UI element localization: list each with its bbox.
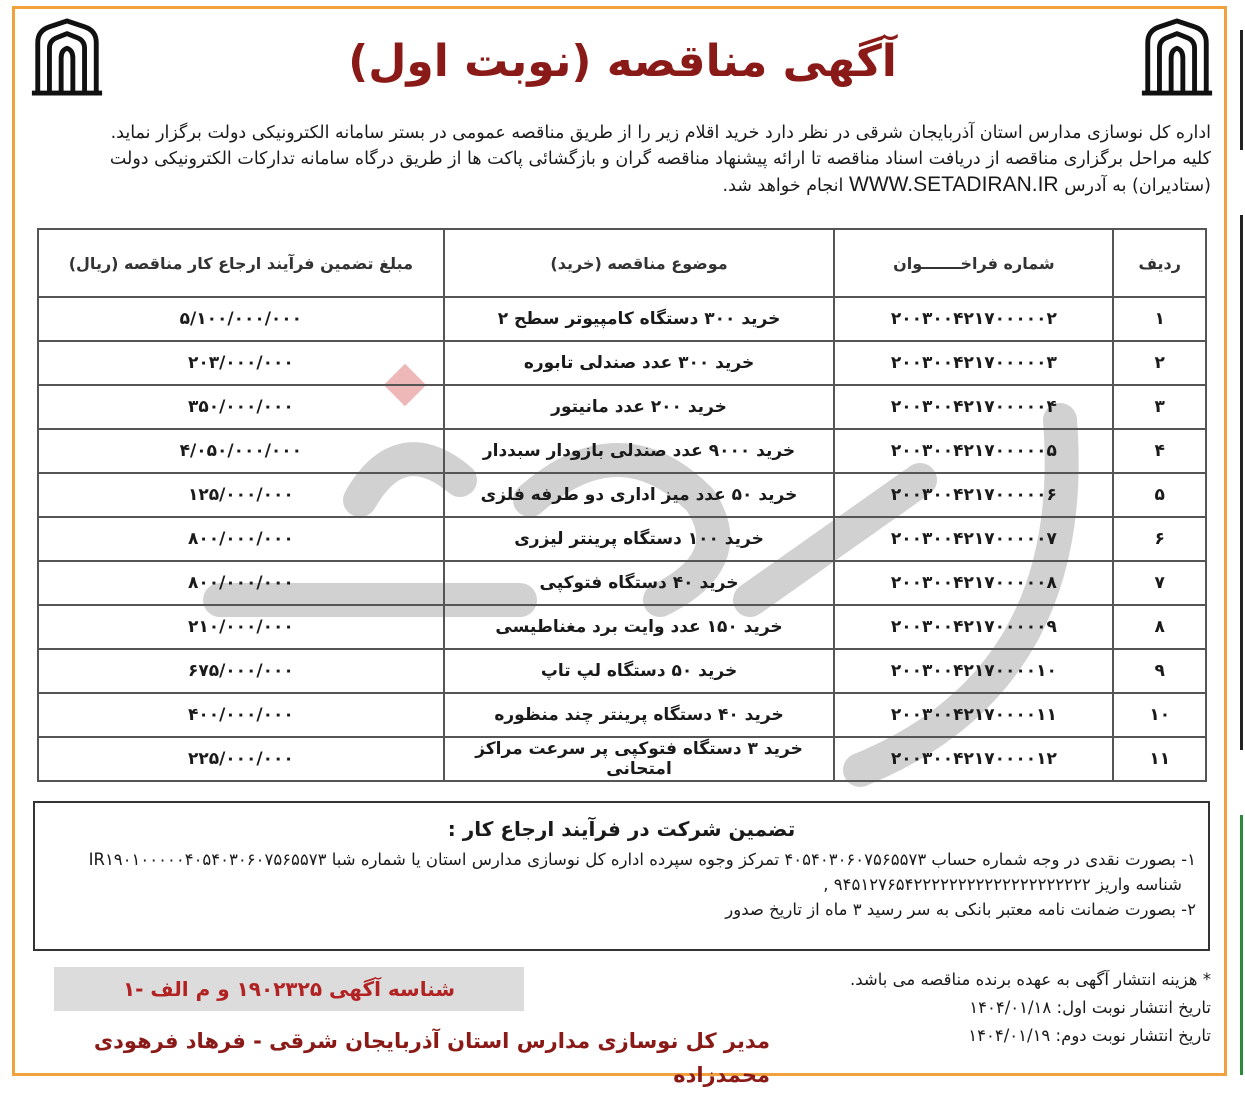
row-number: ۲	[1113, 341, 1206, 385]
subject: خرید ۵۰ دستگاه لپ تاپ	[444, 649, 835, 693]
call-number: ۲۰۰۳۰۰۴۲۱۷۰۰۰۰۰۷	[834, 517, 1113, 561]
subject: خرید ۱۰۰ دستگاه پرینتر لیزری	[444, 517, 835, 561]
call-number: ۲۰۰۳۰۰۴۲۱۷۰۰۰۰۰۴	[834, 385, 1113, 429]
table-row	[38, 561, 1206, 605]
row-number: ۱۰	[1113, 693, 1206, 737]
call-number: ۲۰۰۳۰۰۴۲۱۷۰۰۰۰۱۰	[834, 649, 1113, 693]
intro-line-start: (ستادیران) به آدرس	[1064, 176, 1211, 196]
subject: خرید ۳۰۰ دستگاه کامپیوتر سطح ۲	[444, 297, 835, 341]
row-number: ۴	[1113, 429, 1206, 473]
guarantee-amount: ۴/۰۵۰/۰۰۰/۰۰۰	[38, 429, 444, 473]
guarantee-amount: ۲۱۰/۰۰۰/۰۰۰	[38, 605, 444, 649]
row-number: ۳	[1113, 385, 1206, 429]
call-number: ۲۰۰۳۰۰۴۲۱۷۰۰۰۰۰۳	[834, 341, 1113, 385]
intro-line: اداره کل نوسازی مدارس استان آذربایجان شرقی در نظر دارد خرید اقلام زیر را از طریق مناقصه عمومی در بستر سامانه الکترونیکی دولت برگزار نماید.	[110, 123, 1211, 143]
row-number: ۱	[1113, 297, 1206, 341]
row-number: ۹	[1113, 649, 1206, 693]
table-header-row	[38, 229, 1206, 297]
intro-line-end: انجام خواهد شد.	[722, 176, 844, 196]
guarantee-item: ۱- بصورت نقدی در وجه شماره حساب ۴۰۵۴۰۳۰۶۰۷۵۶۵۵۷۳ تمرکز وجوه سپرده اداره کل نوسازی مدارس استان یا شماره شبا IR۱۹۰۱۰۰۰۰۰۴۰۵۴۰۳۰۶۰۷۵۶۵۵۷۳	[88, 850, 1196, 869]
table-row	[38, 473, 1206, 517]
subject: خرید ۳ دستگاه فتوکپی پر سرعت مراکز امتحانی	[444, 737, 835, 781]
edge-bar	[1240, 215, 1243, 750]
row-number: ۷	[1113, 561, 1206, 605]
guarantee-title: تضمین شرکت در فرآیند ارجاع کار :	[447, 817, 796, 841]
row-number: ۱۱	[1113, 737, 1206, 781]
row-number: ۵	[1113, 473, 1206, 517]
header-guarantee-amount: مبلغ تضمین فرآیند ارجاع کار مناقصه (ریال)	[38, 229, 444, 297]
table-row	[38, 341, 1206, 385]
table-row	[38, 385, 1206, 429]
guarantee-amount: ۲۰۳/۰۰۰/۰۰۰	[38, 341, 444, 385]
guarantee-amount: ۱۲۵/۰۰۰/۰۰۰	[38, 473, 444, 517]
table-row	[38, 693, 1206, 737]
call-number: ۲۰۰۳۰۰۴۲۱۷۰۰۰۰۰۹	[834, 605, 1113, 649]
row-number: ۶	[1113, 517, 1206, 561]
intro-text	[31, 120, 1211, 199]
row-number: ۸	[1113, 605, 1206, 649]
table-row	[38, 297, 1206, 341]
manager-signature: مدیر کل نوسازی مدارس استان آذربایجان شرقی - فرهاد فرهودی محمدزاده	[93, 1029, 770, 1087]
page-title: آگهی مناقصه (نوبت اول)	[348, 36, 897, 87]
tender-table	[37, 228, 1207, 782]
subject: خرید ۴۰ دستگاه پرینتر چند منظوره	[444, 693, 835, 737]
guarantee-amount: ۴۰۰/۰۰۰/۰۰۰	[38, 693, 444, 737]
website-link[interactable]: WWW.SETADIRAN.IR	[849, 173, 1059, 196]
ad-id-badge: شناسه آگهی ۱۹۰۲۳۲۵ و م الف -۱	[54, 967, 524, 1011]
call-number: ۲۰۰۳۰۰۴۲۱۷۰۰۰۰۱۲	[834, 737, 1113, 781]
header-call-number: شماره فراخـــــــوان	[834, 229, 1113, 297]
guarantee-amount: ۵/۱۰۰/۰۰۰/۰۰۰	[38, 297, 444, 341]
call-number: ۲۰۰۳۰۰۴۲۱۷۰۰۰۰۰۶	[834, 473, 1113, 517]
table-row	[38, 605, 1206, 649]
guarantee-amount: ۶۷۵/۰۰۰/۰۰۰	[38, 649, 444, 693]
intro-line: کلیه مراحل برگزاری مناقصه از دریافت اسناد مناقصه تا ارائه پیشنهاد مناقصه گران و بازگشائی پاکت ها از طریق درگاه سامانه تدارکات الکترونیکی دولت	[109, 149, 1211, 169]
subject: خرید ۴۰ دستگاه فتوکپی	[444, 561, 835, 605]
guarantee-item: ۲- بصورت ضمانت نامه معتبر بانکی به سر رسید ۳ ماه از تاریخ صدور	[725, 900, 1196, 919]
subject: خرید ۳۰۰ عدد صندلی تابوره	[444, 341, 835, 385]
call-number: ۲۰۰۳۰۰۴۲۱۷۰۰۰۰۰۵	[834, 429, 1113, 473]
publication-notes	[781, 966, 1211, 1050]
subject: خرید ۲۰۰ عدد مانیتور	[444, 385, 835, 429]
second-publish-date: تاریخ انتشار نوبت دوم: ۱۴۰۴/۰۱/۱۹	[968, 1026, 1211, 1045]
guarantee-box	[33, 801, 1210, 951]
guarantee-amount: ۲۲۵/۰۰۰/۰۰۰	[38, 737, 444, 781]
subject: خرید ۱۵۰ عدد وایت برد مغناطیسی	[444, 605, 835, 649]
guarantee-item: شناسه واریز ۹۴۵۱۲۷۶۵۴۲۲۲۲۲۲۲۲۲۲۲۲۲۲۲۲۲۲۲۲ ,	[823, 875, 1182, 894]
first-publish-date: تاریخ انتشار نوبت اول: ۱۴۰۴/۰۱/۱۸	[969, 998, 1211, 1017]
table-row	[38, 429, 1206, 473]
call-number: ۲۰۰۳۰۰۴۲۱۷۰۰۰۰۱۱	[834, 693, 1113, 737]
call-number: ۲۰۰۳۰۰۴۲۱۷۰۰۰۰۰۲	[834, 297, 1113, 341]
table-row	[38, 517, 1206, 561]
table-row	[38, 737, 1206, 781]
header-subject: موضوع مناقصه (خرید)	[444, 229, 835, 297]
edge-bar	[1240, 815, 1243, 1075]
cost-note: * هزینه انتشار آگهی به عهده برنده مناقصه می باشد.	[850, 970, 1211, 989]
guarantee-amount: ۳۵۰/۰۰۰/۰۰۰	[38, 385, 444, 429]
call-number: ۲۰۰۳۰۰۴۲۱۷۰۰۰۰۰۸	[834, 561, 1113, 605]
header-row-number: ردیف	[1113, 229, 1206, 297]
guarantee-amount: ۸۰۰/۰۰۰/۰۰۰	[38, 561, 444, 605]
guarantee-amount: ۸۰۰/۰۰۰/۰۰۰	[38, 517, 444, 561]
subject: خرید ۹۰۰۰ عدد صندلی بازودار سبددار	[444, 429, 835, 473]
subject: خرید ۵۰ عدد میز اداری دو طرفه فلزی	[444, 473, 835, 517]
intro-line	[31, 172, 1211, 199]
table-row	[38, 649, 1206, 693]
